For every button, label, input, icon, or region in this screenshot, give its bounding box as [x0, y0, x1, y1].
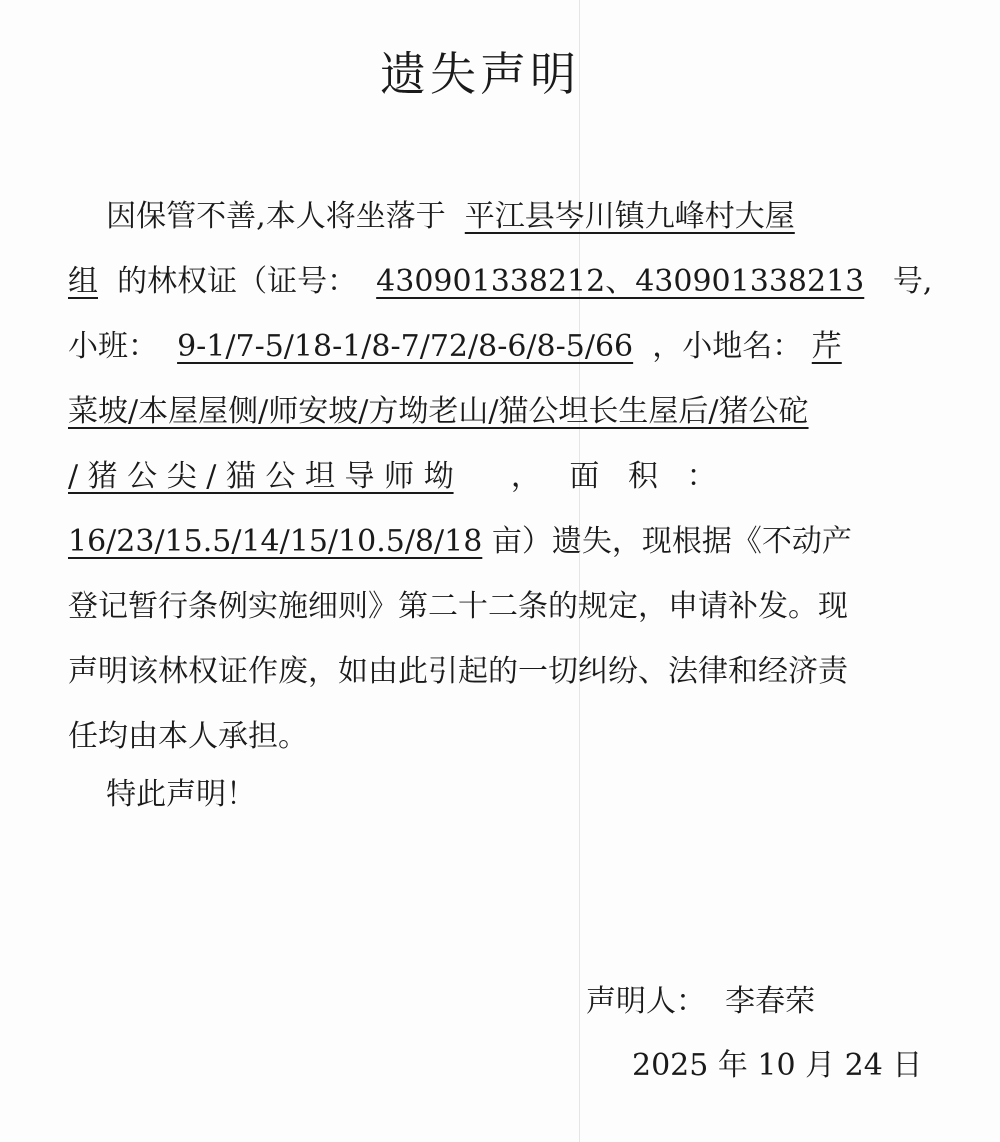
body-text: ， — [510, 459, 541, 494]
body-text: 号, — [892, 264, 933, 299]
cert-number-field — [357, 264, 893, 299]
location-field — [446, 199, 795, 234]
body-line-2 — [68, 262, 933, 302]
body-line-1 — [68, 197, 900, 237]
sub-lot-field — [158, 329, 652, 364]
body-line-4 — [68, 392, 900, 432]
location-text-cont: 组 — [68, 264, 98, 299]
document-title: 遗失声明 — [380, 47, 580, 101]
sub-lot-text: 9-1/7-5/18-1/8-7/72/8-6/8-5/66 — [177, 329, 634, 364]
body-text: ，小地名： — [652, 329, 803, 364]
signature-date: 2025 年 10 月 24 日 — [632, 1048, 923, 1083]
body-line-5 — [68, 457, 900, 497]
place-name-text-end: / 猪 公 尖 / 猫 公 坦 导 师 坳 — [68, 459, 454, 494]
scan-fold-line — [579, 0, 580, 1142]
signatory-name: 李春荣 — [725, 984, 816, 1019]
body-text: ： — [686, 459, 717, 494]
place-name-field — [802, 329, 842, 364]
area-text: 16/23/15.5/14/15/10.5/8/18 — [68, 524, 483, 559]
area-field — [68, 524, 492, 559]
body-text: 积 — [628, 459, 659, 494]
signatory-label: 声明人： — [586, 984, 706, 1019]
body-text: 小班： — [68, 329, 158, 364]
body-line-9: 任均由本人承担。 — [68, 719, 308, 754]
body-line-6 — [68, 522, 900, 562]
closing-text: 特此声明！ — [106, 777, 257, 812]
location-field-cont — [68, 264, 108, 299]
body-line-3 — [68, 327, 900, 367]
signatory-line — [586, 982, 815, 1022]
place-name-field-end — [68, 459, 492, 494]
body-line-8: 声明该林权证作废，如由此引起的一切纠纷、法律和经济责 — [68, 654, 848, 689]
body-text: 因保管不善,本人将坐落于 — [106, 199, 446, 234]
body-line-7: 登记暂行条例实施细则》第二十二条的规定，申请补发。现 — [68, 589, 848, 624]
closing-line — [68, 775, 900, 815]
body-text: 面 — [569, 459, 600, 494]
body-text: 的林权证（证号： — [117, 264, 358, 299]
cert-number-text: 430901338212、430901338213 — [376, 264, 865, 299]
body-text: 亩）遗失，现根据《不动产 — [491, 524, 852, 559]
place-name-text: 芹 — [811, 329, 842, 364]
place-name-field-cont: 菜坡/本屋屋侧/师安坡/方坳老山/猫公坦长生屋后/猪公砣 — [68, 394, 809, 429]
location-text: 平江县岑川镇九峰村大屋 — [464, 199, 795, 234]
